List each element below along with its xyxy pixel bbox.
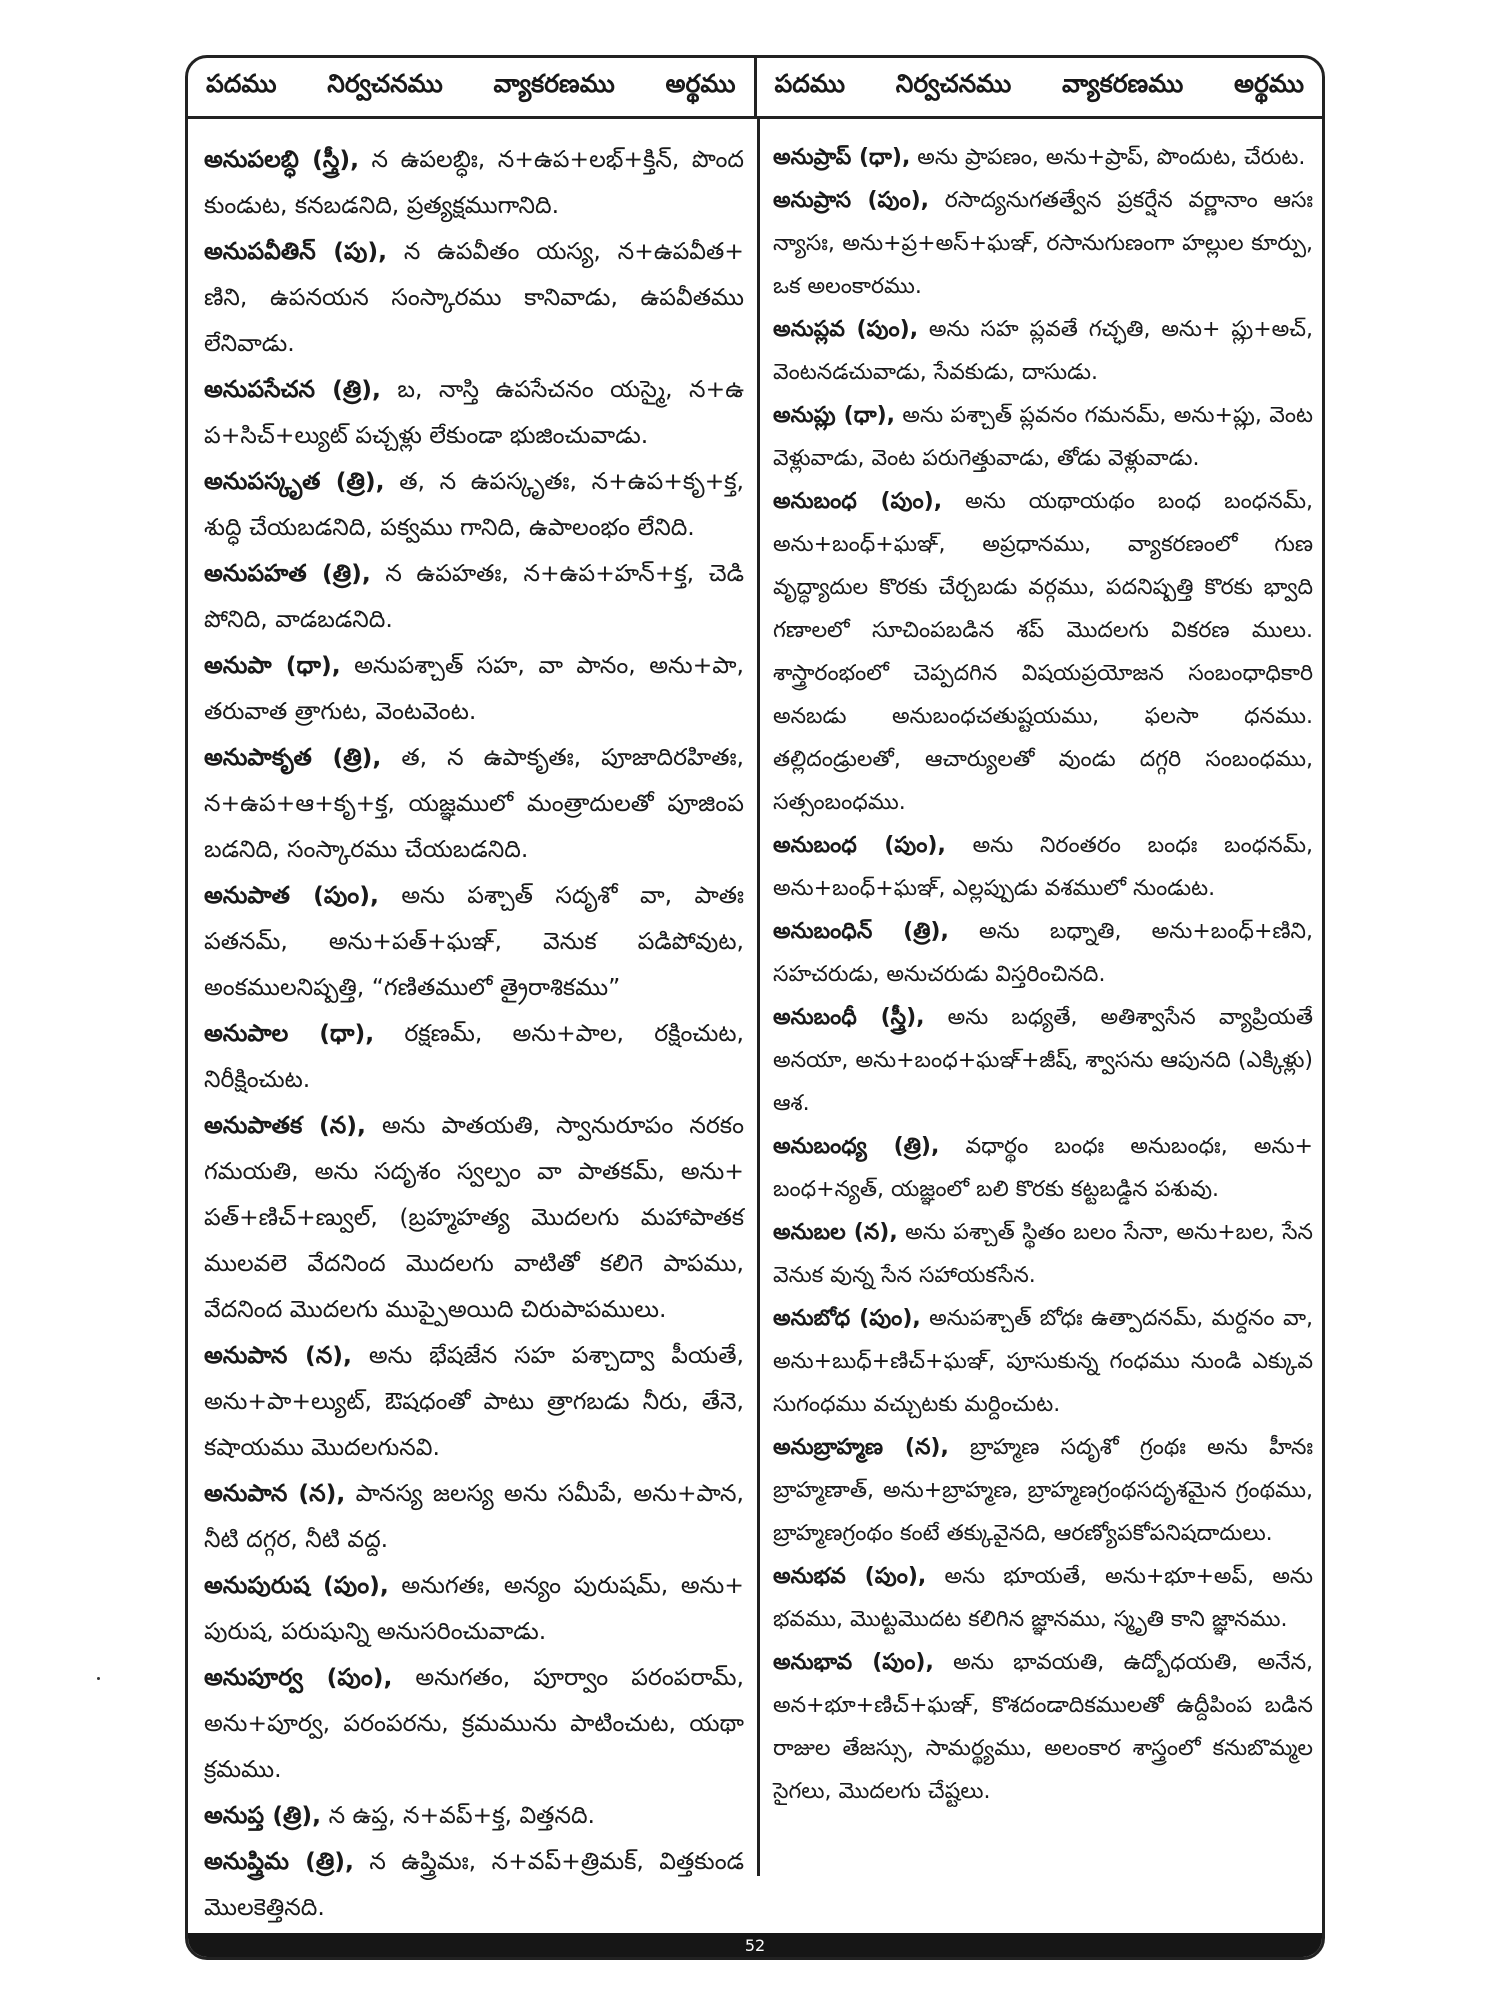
dictionary-entry — [773, 1426, 1313, 1555]
entry-headword: అనుబంధిన్ (త్రి), — [773, 919, 949, 944]
entry-body: న ఉపలబ్ధిః, న+ఉప+లభ్+క్తిన్, పొంద కుండుట, కనబడనిది, ప్రత్యక్షముగానిది. — [204, 145, 744, 219]
dictionary-entry — [204, 458, 744, 550]
entry-body: అను భేషజేన సహ పశ్చాద్వా పీయతే, అను+పా+ల్యుట్, ఔషధంతో పాటు త్రాగబడు నీరు, తేనె, కషాయము మొదలగునవి. — [204, 1341, 744, 1461]
entry-headword: అనుపాల (ధా), — [204, 1019, 375, 1047]
entry-headword: అనుపవీతిన్ (పు), — [204, 237, 388, 265]
entry-headword: అనుప్లవ (పుం), — [773, 317, 919, 342]
entry-headword: అనుపాత (పుం), — [204, 881, 379, 909]
entry-body: అను భూయతే, అను+భూ+అప్, అను భవము, మొట్టమొదట కలిగిన జ్ఞానము, స్మృతి కాని జ్ఞానము. — [773, 1564, 1313, 1632]
dictionary-entry — [773, 136, 1313, 179]
header-grammar: వ్యాకరణము — [493, 69, 615, 98]
entry-body: అనుగతః, అన్యం పురుషమ్, అను+ పురుష, పరుషున్ని అనుసరించువాడు. — [204, 1571, 744, 1645]
page-number: 52 — [739, 1936, 771, 1955]
header-grammar: వ్యాకరణము — [1062, 69, 1184, 98]
entry-headword: అనుపురుష (పుం), — [204, 1571, 389, 1599]
dictionary-entry — [773, 1125, 1313, 1211]
entry-body: అను భావయతి, ఉద్బోధయతి, అనేన, అన+భూ+ణిచ్+ఘఞ్, కొశదండాదికములతో ఉద్దీపింప బడిన రాజుల తేజస్సు, సామర్థ్యము, అలంకార శాస్త్రంలో కనుబొమ్మల సైగలు, మొదలగు చేష్టలు. — [773, 1650, 1314, 1804]
entry-headword: అనుబల (న), — [773, 1220, 898, 1245]
dictionary-entry — [773, 1641, 1313, 1813]
dictionary-entry — [204, 228, 744, 366]
dictionary-entry — [204, 734, 744, 872]
dictionary-entry — [204, 136, 744, 228]
entry-body: అను పశ్చాత్ ప్లవనం గమనమ్, అను+ప్లు, వెంట వెళ్లువాడు, వెంట పరుగెత్తువాడు, తోడు వెళ్లువాడు. — [773, 403, 1313, 471]
entry-body: త, న ఉపాకృతః, పూజాదిరహితః, న+ఉప+ఆ+కృ+క్త, యజ్ఞములో మంత్రాదులతో పూజింప బడనిది, సంస్కారము చేయబడనిది. — [204, 743, 744, 863]
column-divider — [757, 116, 760, 1876]
right-column — [773, 136, 1313, 1813]
dictionary-entry — [773, 824, 1313, 910]
entry-headword: అనుభవ (పుం), — [773, 1564, 927, 1589]
entry-headword: అనుబంధీ (స్త్రీ), — [773, 1005, 925, 1030]
entry-body: అనుపశ్చాత్ బోధః ఉత్పాదనమ్, మర్దనం వా, అను+బుధ్+ణిచ్+ఘఞ్, పూసుకున్న గంధము నుండి ఎక్కువ సుగంధము వచ్చుటకు మర్దించుట. — [773, 1306, 1314, 1417]
dictionary-entry — [204, 1792, 744, 1838]
entry-headword: అనుపసేచన (త్రి), — [204, 375, 381, 403]
dictionary-entry — [204, 872, 744, 1010]
left-column — [204, 136, 744, 1930]
entry-headword: అనుబ్రాహ్మణ (న), — [773, 1435, 949, 1460]
entry-body: అను బధ్నాతి, అను+బంధ్+ణిని, సహచరుడు, అనుచరుడు విస్తరించినది. — [773, 919, 1313, 987]
entry-headword: అనుపాన (న), — [204, 1341, 352, 1369]
dictionary-entry — [773, 480, 1313, 824]
entry-body: న ఉపవీతం యస్య, న+ఉపవీత+ ణిని, ఉపనయన సంస్కారము కానివాడు, ఉపవీతము లేనివాడు. — [204, 237, 744, 357]
header-meaning: అర్థము — [665, 69, 736, 98]
margin-dot — [97, 1677, 100, 1680]
entry-body: రసాద్యనుగతత్వేన ప్రకర్షేన వర్ణానాం ఆసః న్యాసః, అను+ప్ర+అస్+ఘఞ్, రసానుగుణంగా హల్లుల కూర్పు, ఒక అలంకారము. — [773, 188, 1313, 299]
entry-body: అను పశ్చాత్ సదృశో వా, పాతః పతనమ్, అను+పత్+ఘఞ్, వెనుక పడిపోవుట, అంకములనిష్పత్తి, “గణితములో త్రైరాశికము” — [204, 881, 744, 1001]
entry-headword: అనుబోధ (పుం), — [773, 1306, 921, 1331]
entry-body: రక్షణమ్, అను+పాల, రక్షించుట, నిరీక్షించుట. — [204, 1019, 744, 1093]
header-left — [188, 58, 754, 116]
entry-body: అను ప్రాపణం, అను+ప్రాప్, పొందుట, చేరుట. — [910, 145, 1306, 170]
entry-headword: అనుపాతక (న), — [204, 1111, 366, 1139]
entry-body: అను యథాయథం బంధ బంధనమ్, అను+బంధ్+ఘఞ్, అప్రధానము, వ్యాకరణంలో గుణ వృద్ధ్యాదుల కొరకు చేర్చబడు వర్గము, పదనిష్పత్తి కొరకు భ్వాది గణాలలో సూచింపబడిన శప్ మొదలగు వికరణ ములు. శాస్త్రారంభంలో చెప్పదగిన విషయప్రయోజన సంబంధాధికారి అనబడు అనుబంధచతుష్టయము, ఫలసా ధనము. తల్లిదండ్రులతో, ఆచార్యులతో వుండు దగ్గరి సంబంధము, సత్సంబంధము. — [773, 489, 1313, 815]
dictionary-entry — [773, 1555, 1313, 1641]
entry-headword: అనుప్త్రిమ (త్రి), — [204, 1847, 354, 1875]
dictionary-entry — [773, 1211, 1313, 1297]
header-word: పదము — [206, 69, 277, 98]
dictionary-entry — [773, 179, 1313, 308]
dictionary-entry — [204, 366, 744, 458]
header-definition: నిర్వచనము — [895, 69, 1012, 98]
entry-body: న ఉప్త్రిమః, న+వప్+త్రిమక్, విత్తకుండ మొలకెత్తినది. — [204, 1847, 744, 1921]
entry-headword: అనుబంధ (పుం), — [773, 489, 943, 514]
entry-body: అను నిరంతరం బంధః బంధనమ్, అను+బంధ్+ఘఞ్, ఎల్లప్పుడు వశములో నుండుట. — [773, 833, 1313, 901]
page-frame — [185, 55, 1325, 1960]
header-word: పదము — [774, 69, 846, 98]
dictionary-entry — [204, 1332, 744, 1470]
entry-headword: అనుపా (ధా), — [204, 651, 341, 679]
dictionary-entry — [204, 1838, 744, 1930]
entry-body: అను సహ ప్లవతే గచ్ఛతి, అను+ ప్లు+అచ్, వెంటనడచువాడు, సేవకుడు, దాసుడు. — [773, 317, 1313, 385]
dictionary-entry — [204, 1470, 744, 1562]
dictionary-entry — [773, 910, 1313, 996]
table-header — [188, 58, 1322, 119]
entry-headword: అనుభావ (పుం), — [773, 1650, 934, 1675]
entry-body: త, న ఉపస్కృతః, న+ఉప+కృ+క్త, శుద్ధి చేయబడనిది, పక్వము గానిది, ఉపాలంభం లేనిది. — [204, 467, 745, 541]
entry-body: అనుగతం, పూర్వాం పరంపరామ్, అను+పూర్వ, పరంపరను, క్రమమును పాటించుట, యథా క్రమము. — [204, 1663, 744, 1783]
entry-headword: అనుప్త (త్రి), — [204, 1801, 322, 1829]
entry-body: పానస్య జలస్య అను సమీపే, అను+పాన, నీటి దగ్గర, నీటి వద్ద. — [204, 1479, 744, 1553]
dictionary-entry — [204, 1654, 744, 1792]
entry-body: అనుపశ్చాత్ సహ, వా పానం, అను+పా, తరువాత త్రాగుట, వెంటవెంట. — [204, 651, 745, 725]
entry-headword: అనుబంధ (పుం), — [773, 833, 946, 858]
entry-headword: అనుప్రాప్ (ధా), — [773, 145, 911, 170]
entry-headword: అనుపాకృత (త్రి), — [204, 743, 382, 771]
header-definition: నిర్వచనము — [327, 69, 443, 98]
entry-headword: అనుపస్కృత (త్రి), — [204, 467, 385, 495]
entry-body: అను బధ్యతే, అతిశ్వాసేన వ్యాప్రియతే అనయా, అను+బంధ+ఘఞ్+జీష్, శ్వాసను ఆపునది (ఎక్కిళ్లు) ఆశ. — [773, 1005, 1314, 1116]
header-meaning: అర్థము — [1234, 69, 1304, 98]
entry-headword: అనుపాన (న), — [204, 1479, 346, 1507]
dictionary-entry — [204, 1562, 744, 1654]
entry-body: బ, నాస్తి ఉపసేచనం యస్మై, న+ఉ ప+సిచ్+ల్యుట్ పచ్చళ్లు లేకుండా భుజించువాడు. — [204, 375, 744, 449]
dictionary-entry — [204, 1010, 744, 1102]
entry-headword: అనుప్లు (ధా), — [773, 403, 896, 428]
footer-bar — [188, 1933, 1322, 1957]
dictionary-entry — [773, 1297, 1313, 1426]
dictionary-entry — [773, 394, 1313, 480]
header-right — [754, 58, 1323, 116]
dictionary-entry — [773, 308, 1313, 394]
entry-body: న ఉప్త, న+వప్+క్త, విత్తనది. — [321, 1801, 595, 1829]
entry-body: అను పశ్చాత్ స్థితం బలం సేనా, అను+బల, సేన వెనుక వున్న సేన సహాయకసేన. — [773, 1220, 1313, 1288]
entry-body: అను పాతయతి, స్వానురూపం నరకం గమయతి, అను సదృశం స్వల్పం వా పాతకమ్, అను+ పత్+ణిచ్+ణ్వుల్, (బ్రహ్మహత్య మొదలగు మహాపాతక ములవలె వేదనింద మొదలగు వాటితో కలిగె పాపము, వేదనింద మొదలగు ముప్పైఅయిది చిరుపాపములు. — [204, 1111, 744, 1323]
entry-body: బ్రాహ్మణ సదృశో గ్రంథః అను హీనః బ్రాహ్మణాత్, అను+బ్రాహ్మణ, బ్రాహ్మణగ్రంథసదృశమైన గ్రంథము, బ్రాహ్మణగ్రంథం కంటే తక్కువైనది, ఆరణ్యోపకోపనిషదాదులు. — [773, 1435, 1313, 1546]
entry-headword: అనుపలబ్ధి (స్త్రీ), — [204, 145, 360, 173]
entry-headword: అనుపహత (త్రి), — [204, 559, 371, 587]
dictionary-entry — [204, 642, 744, 734]
entry-body: న ఉపహతః, న+ఉప+హన్+క్త, చెడి పోనిది, వాడబడనిది. — [204, 559, 744, 633]
entry-headword: అనుప్రాస (పుం), — [773, 188, 930, 213]
entry-headword: అనుపూర్వ (పుం), — [204, 1663, 393, 1691]
entry-body: వధార్థం బంధః అనుబంధః, అను+ బంధ+న్యత్, యజ్ఞంలో బలి కొరకు కట్టబడ్డిన పశువు. — [773, 1134, 1313, 1202]
dictionary-entry — [773, 996, 1313, 1125]
dictionary-entry — [204, 1102, 744, 1332]
dictionary-entry — [204, 550, 744, 642]
entry-headword: అనుబంధ్య (త్రి), — [773, 1134, 940, 1159]
